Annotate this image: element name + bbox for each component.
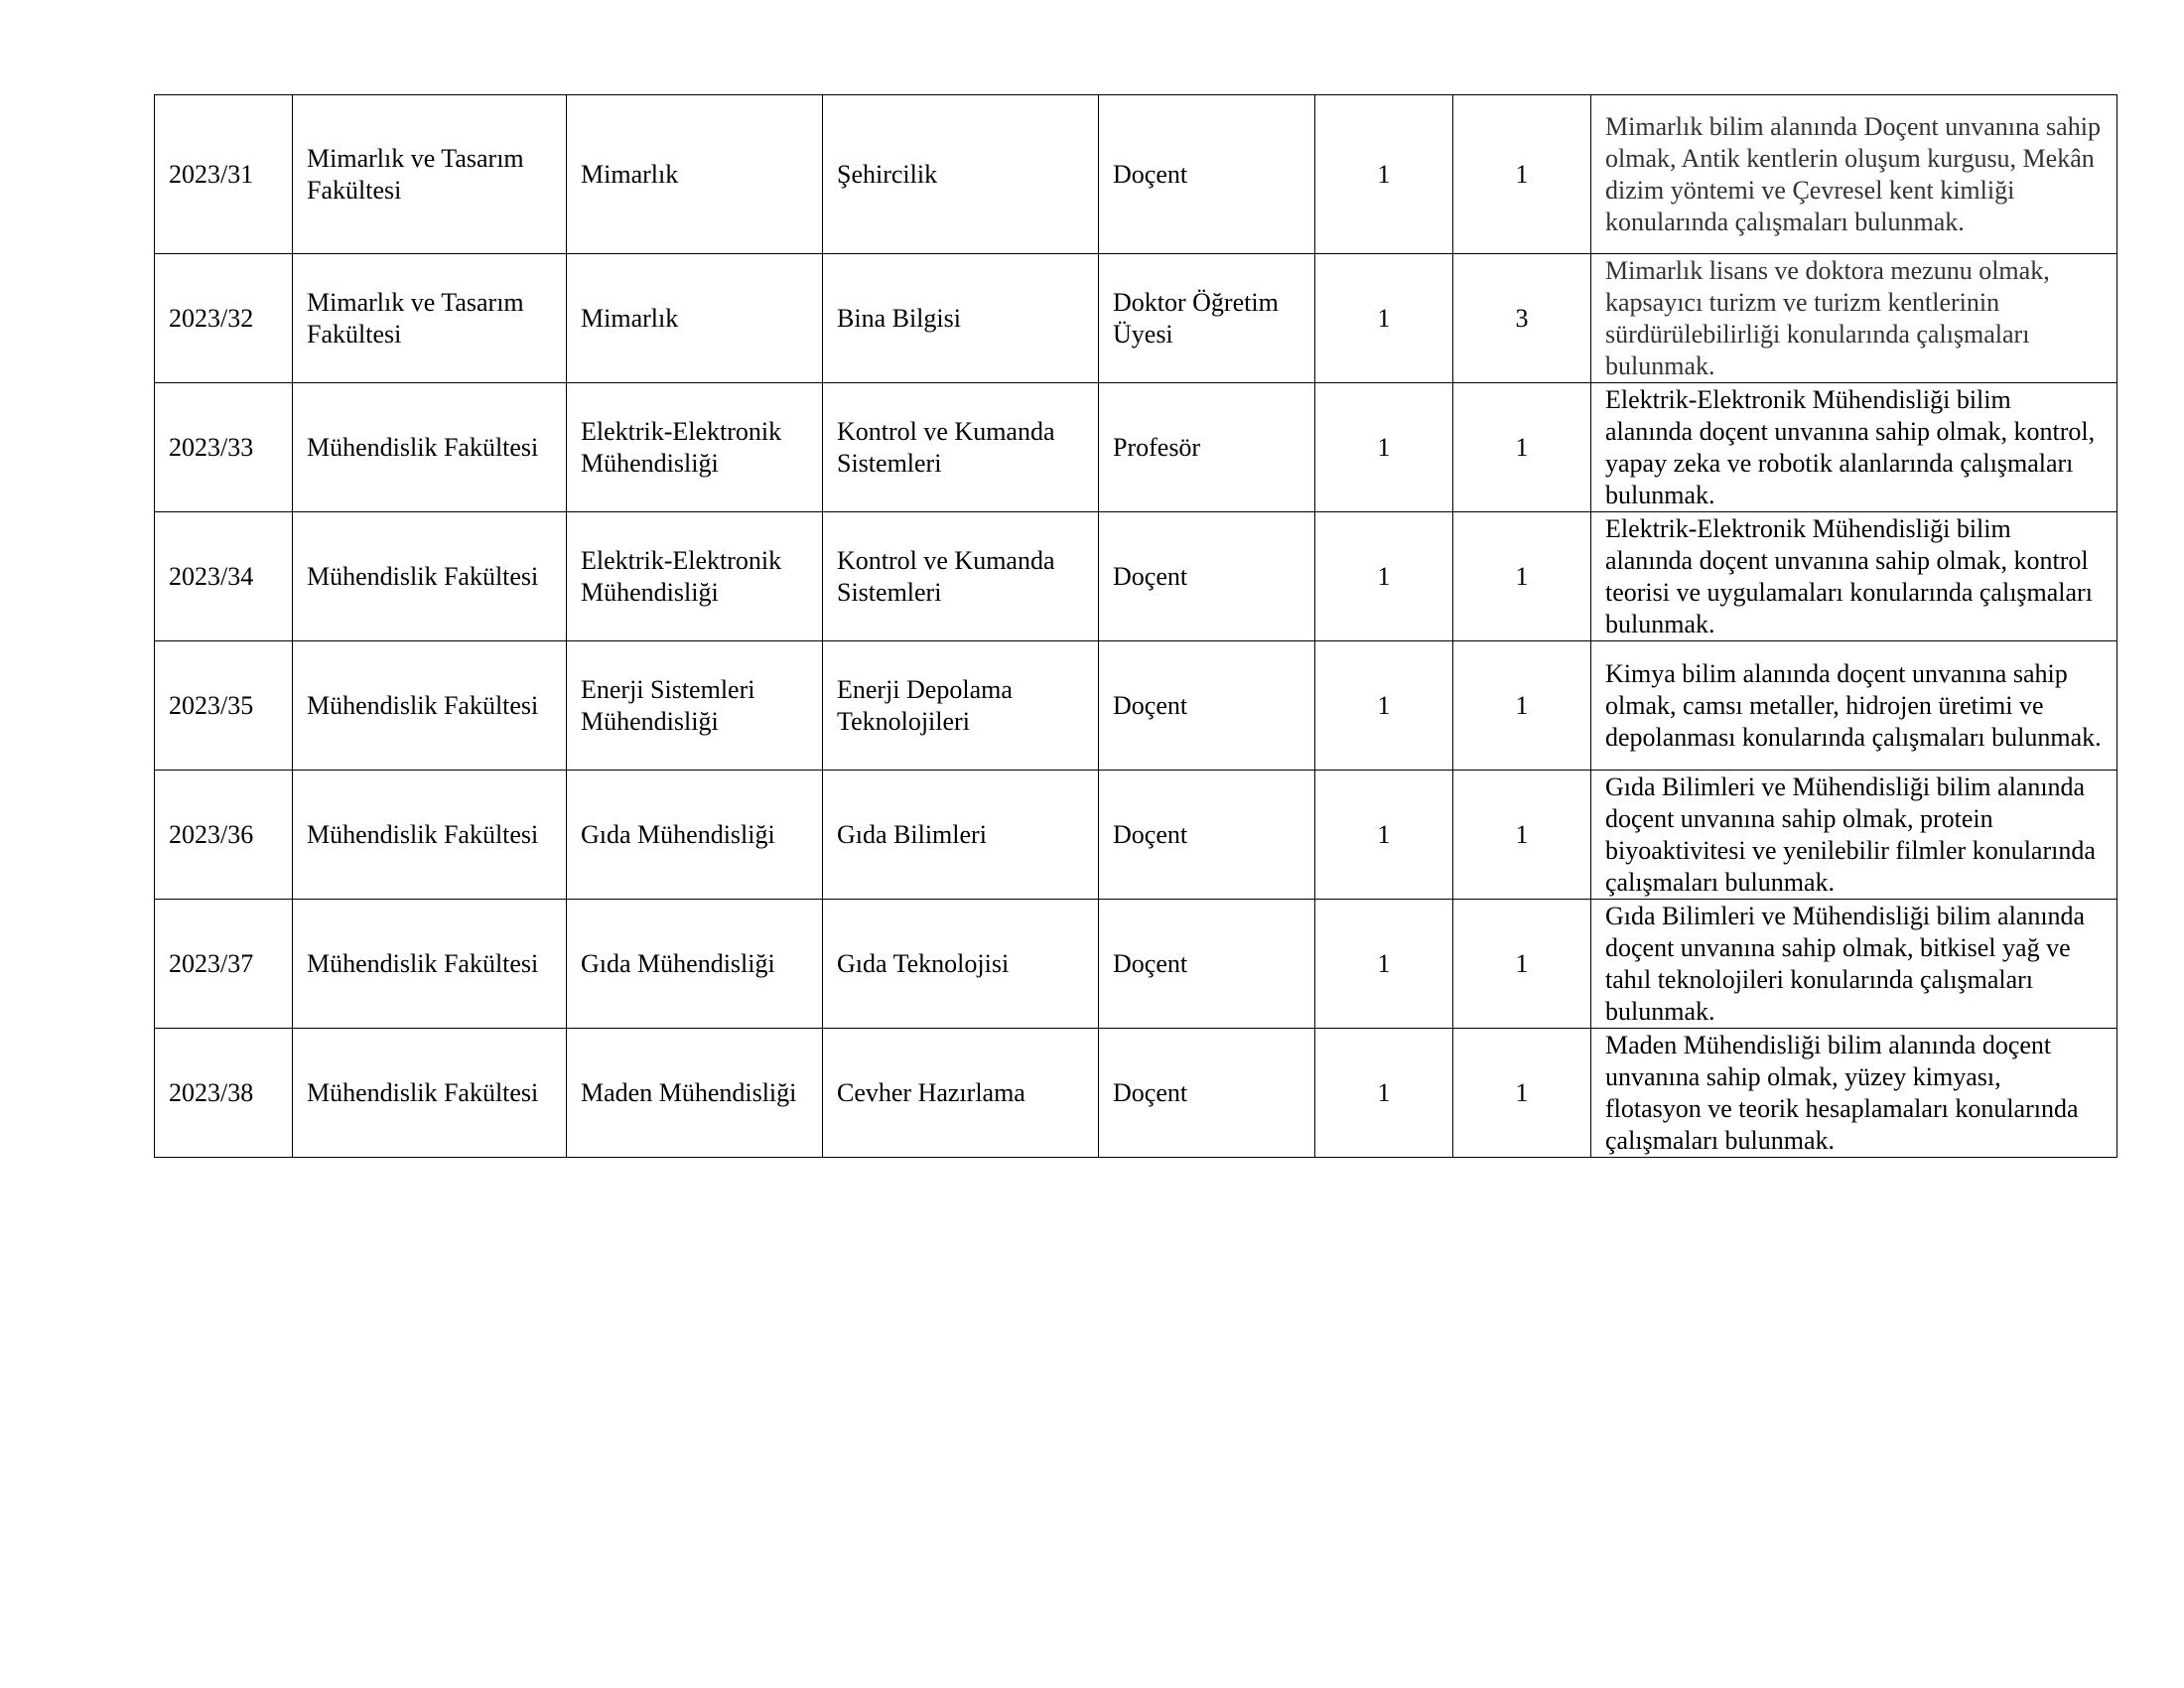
count-cell: 1 [1315,383,1453,512]
requirement-cell: Maden Mühendisliği bilim alanında doçent unvanına sahip olmak, yüzey kimyası, flotasyon ve teorik hesaplamaları konularında çalışmaları bulunmak. [1591,1029,2117,1158]
department-cell: Gıda Mühendisliği [567,771,823,900]
faculty-cell: Mimarlık ve Tasarım Fakültesi [293,95,567,254]
table-row [155,771,2117,900]
degree-cell: 3 [1453,254,1591,383]
department-cell: Maden Mühendisliği [567,1029,823,1158]
table-row [155,383,2117,512]
table-row [155,1029,2117,1158]
faculty-cell: Mimarlık ve Tasarım Fakültesi [293,254,567,383]
field-cell: Şehircilik [823,95,1099,254]
requirement-cell: Gıda Bilimleri ve Mühendisliği bilim alanında doçent unvanına sahip olmak, bitkisel yağ ve tahıl teknolojileri konularında çalışmaları bulunmak. [1591,900,2117,1029]
announcement-no: 2023/32 [155,254,293,383]
degree-cell: 1 [1453,771,1591,900]
degree-cell: 1 [1453,95,1591,254]
faculty-cell: Mühendislik Fakültesi [293,383,567,512]
title-cell: Doçent [1099,512,1315,641]
faculty-cell: Mühendislik Fakültesi [293,641,567,771]
faculty-cell: Mühendislik Fakültesi [293,771,567,900]
degree-cell: 1 [1453,900,1591,1029]
count-cell: 1 [1315,95,1453,254]
table-row [155,641,2117,771]
count-cell: 1 [1315,641,1453,771]
count-cell: 1 [1315,1029,1453,1158]
table-row [155,900,2117,1029]
department-cell: Gıda Mühendisliği [567,900,823,1029]
department-cell: Mimarlık [567,254,823,383]
count-cell: 1 [1315,512,1453,641]
field-cell: Cevher Hazırlama [823,1029,1099,1158]
title-cell: Profesör [1099,383,1315,512]
count-cell: 1 [1315,254,1453,383]
field-cell: Bina Bilgisi [823,254,1099,383]
requirement-cell: Kimya bilim alanında doçent unvanına sahip olmak, camsı metaller, hidrojen üretimi ve depolanması konularında çalışmaları bulunmak. [1591,641,2117,771]
title-cell: Doktor Öğretim Üyesi [1099,254,1315,383]
degree-cell: 1 [1453,512,1591,641]
degree-cell: 1 [1453,1029,1591,1158]
requirement-cell: Mimarlık bilim alanında Doçent unvanına sahip olmak, Antik kentlerin oluşum kurgusu, Mekân dizim yöntemi ve Çevresel kent kimliği konularında çalışmaları bulunmak. [1591,95,2117,254]
faculty-cell: Mühendislik Fakültesi [293,512,567,641]
department-cell: Enerji Sistemleri Mühendisliği [567,641,823,771]
table-row [155,254,2117,383]
field-cell: Enerji Depolama Teknolojileri [823,641,1099,771]
field-cell: Kontrol ve Kumanda Sistemleri [823,512,1099,641]
requirement-cell: Elektrik-Elektronik Mühendisliği bilim alanında doçent unvanına sahip olmak, kontrol, yapay zeka ve robotik alanlarında çalışmaları bulunmak. [1591,383,2117,512]
title-cell: Doçent [1099,1029,1315,1158]
title-cell: Doçent [1099,771,1315,900]
announcement-no: 2023/33 [155,383,293,512]
requirement-cell: Gıda Bilimleri ve Mühendisliği bilim alanında doçent unvanına sahip olmak, protein biyoaktivitesi ve yenilebilir filmler konularında çalışmaları bulunmak. [1591,771,2117,900]
department-cell: Elektrik-Elektronik Mühendisliği [567,512,823,641]
announcement-no: 2023/35 [155,641,293,771]
announcement-no: 2023/31 [155,95,293,254]
title-cell: Doçent [1099,641,1315,771]
field-cell: Gıda Bilimleri [823,771,1099,900]
title-cell: Doçent [1099,95,1315,254]
field-cell: Kontrol ve Kumanda Sistemleri [823,383,1099,512]
count-cell: 1 [1315,900,1453,1029]
faculty-cell: Mühendislik Fakültesi [293,1029,567,1158]
table-row [155,512,2117,641]
degree-cell: 1 [1453,641,1591,771]
field-cell: Gıda Teknolojisi [823,900,1099,1029]
announcement-no: 2023/34 [155,512,293,641]
title-cell: Doçent [1099,900,1315,1029]
requirement-cell: Elektrik-Elektronik Mühendisliği bilim alanında doçent unvanına sahip olmak, kontrol teorisi ve uygulamaları konularında çalışmaları bulunmak. [1591,512,2117,641]
announcement-no: 2023/38 [155,1029,293,1158]
announcement-no: 2023/36 [155,771,293,900]
degree-cell: 1 [1453,383,1591,512]
table-row [155,95,2117,254]
faculty-cell: Mühendislik Fakültesi [293,900,567,1029]
department-cell: Elektrik-Elektronik Mühendisliği [567,383,823,512]
count-cell: 1 [1315,771,1453,900]
department-cell: Mimarlık [567,95,823,254]
requirement-cell: Mimarlık lisans ve doktora mezunu olmak, kapsayıcı turizm ve turizm kentlerinin sürdürülebilirliği konularında çalışmaları bulunmak. [1591,254,2117,383]
positions-table [154,94,2117,1158]
announcement-no: 2023/37 [155,900,293,1029]
